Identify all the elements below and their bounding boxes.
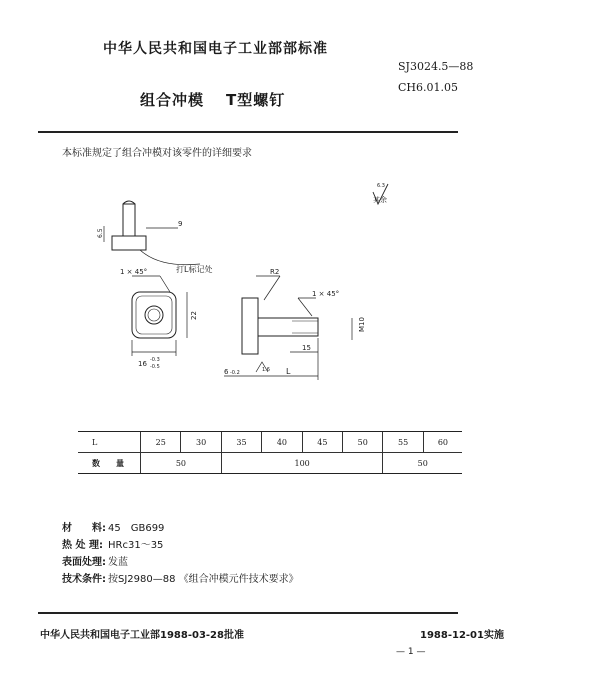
quantity-cell: 100: [221, 453, 383, 474]
material-label: 材 料:: [62, 523, 106, 534]
quantity-cell: 50: [383, 453, 462, 474]
length-cell: 25: [141, 432, 181, 453]
surface-treatment-value: 发蓝: [108, 557, 128, 568]
row-label-quantity: 数 量: [78, 453, 141, 474]
length-cell: 35: [221, 432, 261, 453]
radius-label: R2: [270, 268, 280, 276]
intro-text: 本标准规定了组合冲模对该零件的详细要求: [62, 148, 252, 159]
dim-65: 6.5: [97, 228, 104, 238]
dim-9: 9: [178, 220, 183, 228]
tech-label: 技术条件:: [62, 574, 106, 585]
table-row-quantity: [78, 453, 462, 474]
length-quantity-table: [78, 431, 462, 474]
material-value: 45 GB699: [108, 523, 165, 534]
technical-drawing: [80, 180, 480, 400]
quantity-cell: 50: [141, 453, 222, 474]
length-cell: 50: [343, 432, 383, 453]
page-number: — 1 —: [396, 647, 426, 657]
dim-l: L: [286, 367, 291, 376]
dim-head-thickness-tol: -0.2: [230, 370, 240, 376]
length-cell: 60: [423, 432, 462, 453]
title-part2: T型螺钉: [226, 91, 286, 109]
approval-text: 中华人民共和国电子工业部1988-03-28批准: [40, 630, 244, 641]
tech-value: 按SJ2980—88 《组合冲模元件技术要求》: [108, 574, 299, 585]
length-cell: 45: [302, 432, 342, 453]
heat-value: HRc31～35: [108, 540, 164, 551]
mark-note: 打L标记处: [176, 265, 213, 274]
surface-treatment-line: [62, 554, 299, 571]
dim-head-width: 16: [138, 360, 147, 368]
dim-22: 22: [190, 311, 198, 320]
surface-value: 6.3: [377, 183, 385, 189]
heat-label: 热 处 理:: [62, 540, 103, 551]
effective-date: 1988-12-01实施: [420, 630, 504, 641]
ministry-standard-heading: 中华人民共和国电子工业部部标准: [103, 41, 328, 57]
chamfer-left: 1 × 45°: [120, 268, 148, 276]
length-cell: 30: [181, 432, 221, 453]
footer-rule: [38, 612, 458, 614]
thread-label: M10: [358, 317, 366, 332]
row-label-length: L: [78, 432, 141, 453]
standard-number: SJ3024.5—88: [398, 60, 474, 73]
surface-label: 表面处理:: [62, 557, 106, 568]
header-rule: [38, 131, 458, 133]
dim-head-tol-upper: -0.3: [150, 357, 160, 363]
properties-block: [62, 520, 299, 588]
document-title: [140, 89, 285, 110]
roughness-value: 1.6: [262, 367, 270, 373]
dim-head-thickness: 6: [224, 368, 229, 376]
dim-15: 15: [302, 344, 311, 352]
chamfer-right: 1 × 45°: [312, 290, 340, 298]
heat-treatment-line: [62, 537, 299, 554]
table-row-length: [78, 432, 462, 453]
tech-conditions-line: [62, 571, 299, 588]
length-cell: 55: [383, 432, 423, 453]
dim-head-tol-lower: -0.5: [150, 364, 160, 370]
surface-note: 其余: [373, 196, 387, 204]
material-line: [62, 520, 299, 537]
length-cell: 40: [262, 432, 302, 453]
standard-code: CH6.01.05: [398, 81, 458, 94]
title-part1: 组合冲模: [140, 91, 205, 109]
